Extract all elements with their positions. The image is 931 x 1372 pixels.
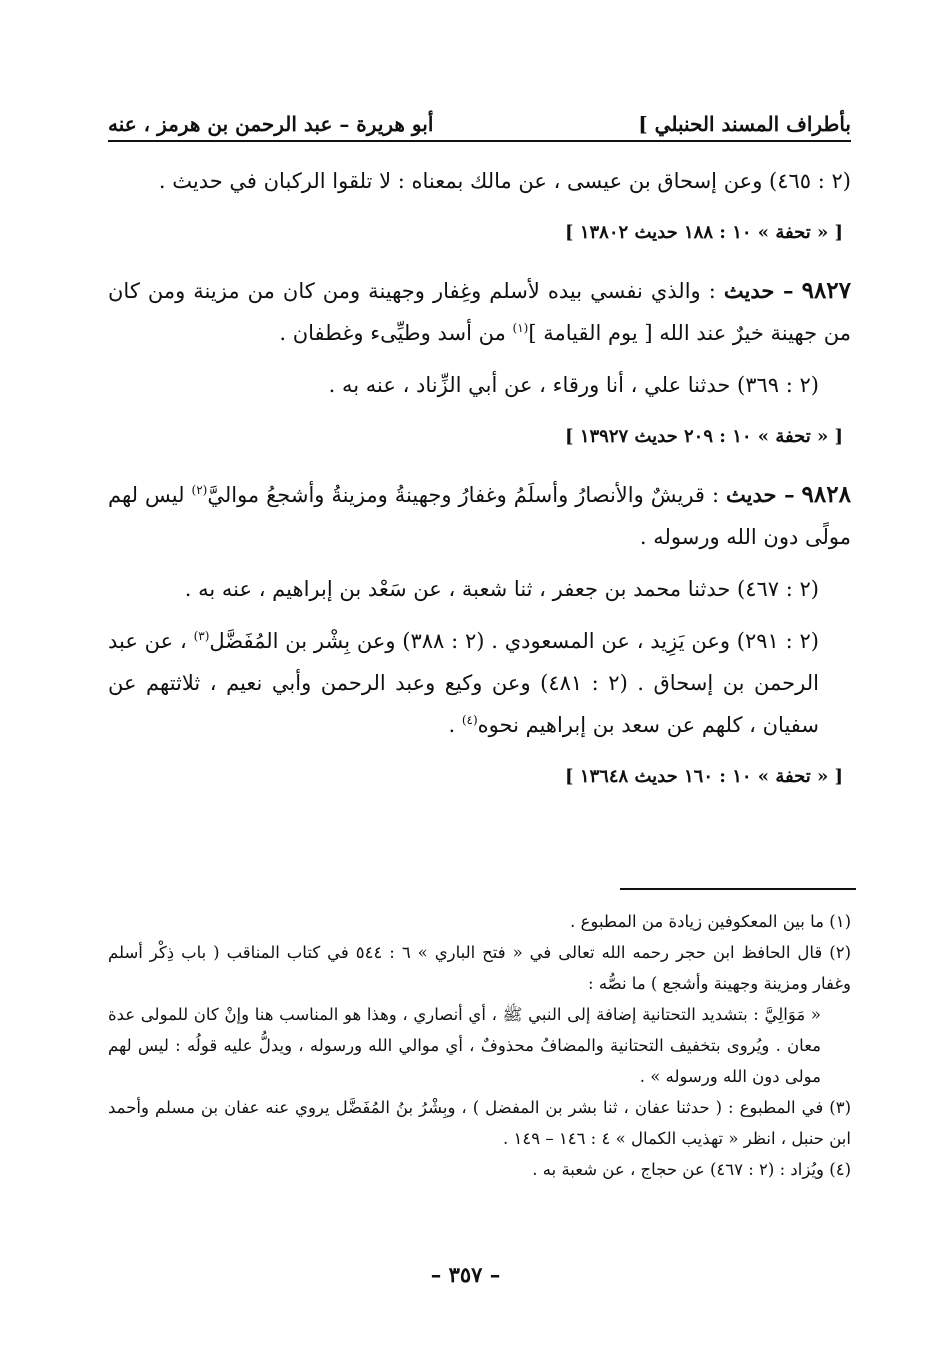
footnote-1: (١) ما بين المعكوفين زيادة من المطبوع . bbox=[570, 912, 851, 931]
running-header bbox=[108, 102, 851, 136]
footnote-marker: (١) bbox=[512, 321, 529, 335]
isnad-text-end: . bbox=[448, 713, 456, 737]
footnote-2-quote: « مَوَالِيَّ : بتشديد التحتانية إضافة إلى النبي ﷺ ، أي أنصاري ، وهذا هو المناسب هنا وإنْ كان للمولى عدة معان . ويُروى بتخفيف التحتانية والمضافُ محذوفٌ ، أي موالي الله ورسوله ، ويدلُّ عليه قولُه : ليس لهم مولى دون الله ورسوله » . bbox=[108, 1005, 821, 1086]
header-book-title: بأطراف المسند الحنبلي ] bbox=[638, 112, 851, 136]
hadith-text-end: من أسد وطيِّىء وغطفان . bbox=[279, 321, 506, 345]
hadith-label: – حديث bbox=[723, 278, 794, 303]
isnad-text: (٢ : ٢٩١) وعن يَزِيد ، عن المسعودي . (٢ : ٣٨٨) وعن بِشْر بن المُفَضَّل bbox=[209, 629, 819, 653]
hadith-9827 bbox=[108, 270, 851, 354]
header-divider bbox=[108, 140, 851, 142]
footnote-2: (٢) قال الحافظ ابن حجر رحمه الله تعالى في « فتح الباري » ٦ : ٥٤٤ في كتاب المناقب ( باب ذِكْر أسلم وغفار ومزينة وجهينة وأشجع ) ما نصُّه : bbox=[108, 943, 851, 993]
page-number: – ٣٥٧ – bbox=[430, 1262, 501, 1287]
tuhfa-reference-3: [ « تحفة » ١٠ : ١٦٠ حديث ١٣٦٤٨ ] bbox=[565, 766, 843, 787]
main-text bbox=[108, 160, 851, 798]
hadith-text: : والذي نفسي بيده لأسلم وغِفار وجهينة ومن كان من مزينة ومن كان من جهينة خيرٌ عند الله [ يوم القيامة ] bbox=[108, 279, 851, 345]
footnote-marker: (٣) bbox=[193, 629, 210, 643]
tuhfa-reference-2: [ « تحفة » ١٠ : ٢٠٩ حديث ١٣٩٢٧ ] bbox=[565, 426, 843, 447]
footnote-marker: (٢) bbox=[191, 483, 208, 497]
footnote-3: (٣) في المطبوع : ( حدثنا عفان ، ثنا بشر بن المفضل ) ، وبِشْرُ بنُ المُفَضَّل يروي عنه عفان بن مسلم وأحمد ابن حنبل ، انظر « تهذيب الكمال » ٤ : ١٤٦ – ١٤٩ . bbox=[108, 1098, 851, 1148]
footnote-divider bbox=[620, 888, 856, 890]
paragraph-isnad-465: (٢ : ٤٦٥) وعن إسحاق بن عيسى ، عن مالك بمعناه : لا تلقوا الركبان في حديث . bbox=[158, 169, 851, 193]
hadith-label: – حديث bbox=[726, 482, 795, 507]
hadith-number: ٩٨٢٧ bbox=[801, 277, 852, 304]
paragraph-isnad-467: (٢ : ٤٦٧) حدثنا محمد بن جعفر ، ثنا شعبة ، عن سَعْد بن إبراهيم ، عنه به . bbox=[184, 577, 819, 601]
isnad-text-cont: ، عن عبد الرحمن بن إسحاق . (٢ : ٤٨١) وعن وكيع وعبد الرحمن وأبي نعيم ، ثلاثتهم عن سفيان ، كلهم عن سعد بن إبراهيم نحوه bbox=[108, 629, 819, 737]
footnote-marker: (٤) bbox=[461, 713, 478, 727]
footnote-4: (٤) ويُزاد : (٢ : ٤٦٧) عن حجاج ، عن شعبة به . bbox=[532, 1160, 851, 1179]
footnotes bbox=[108, 906, 851, 1185]
header-section-title: أبو هريرة – عبد الرحمن بن هرمز ، عنه bbox=[108, 112, 434, 136]
paragraph-isnad-291 bbox=[108, 620, 851, 746]
hadith-text-end: ليس لهم مولًى دون الله ورسوله . bbox=[108, 483, 851, 549]
hadith-9828 bbox=[108, 474, 851, 558]
hadith-number: ٩٨٢٨ bbox=[801, 481, 851, 508]
tuhfa-reference-1: [ « تحفة » ١٠ : ١٨٨ حديث ١٣٨٠٢ ] bbox=[565, 222, 843, 243]
paragraph-isnad-369: (٢ : ٣٦٩) حدثنا علي ، أنا ورقاء ، عن أبي الزِّناد ، عنه به . bbox=[328, 373, 819, 397]
hadith-text: : قريشٌ والأنصارُ وأسلَمُ وغفارُ وجهينةُ ومزينةُ وأشجعُ مواليَّ bbox=[207, 483, 720, 507]
